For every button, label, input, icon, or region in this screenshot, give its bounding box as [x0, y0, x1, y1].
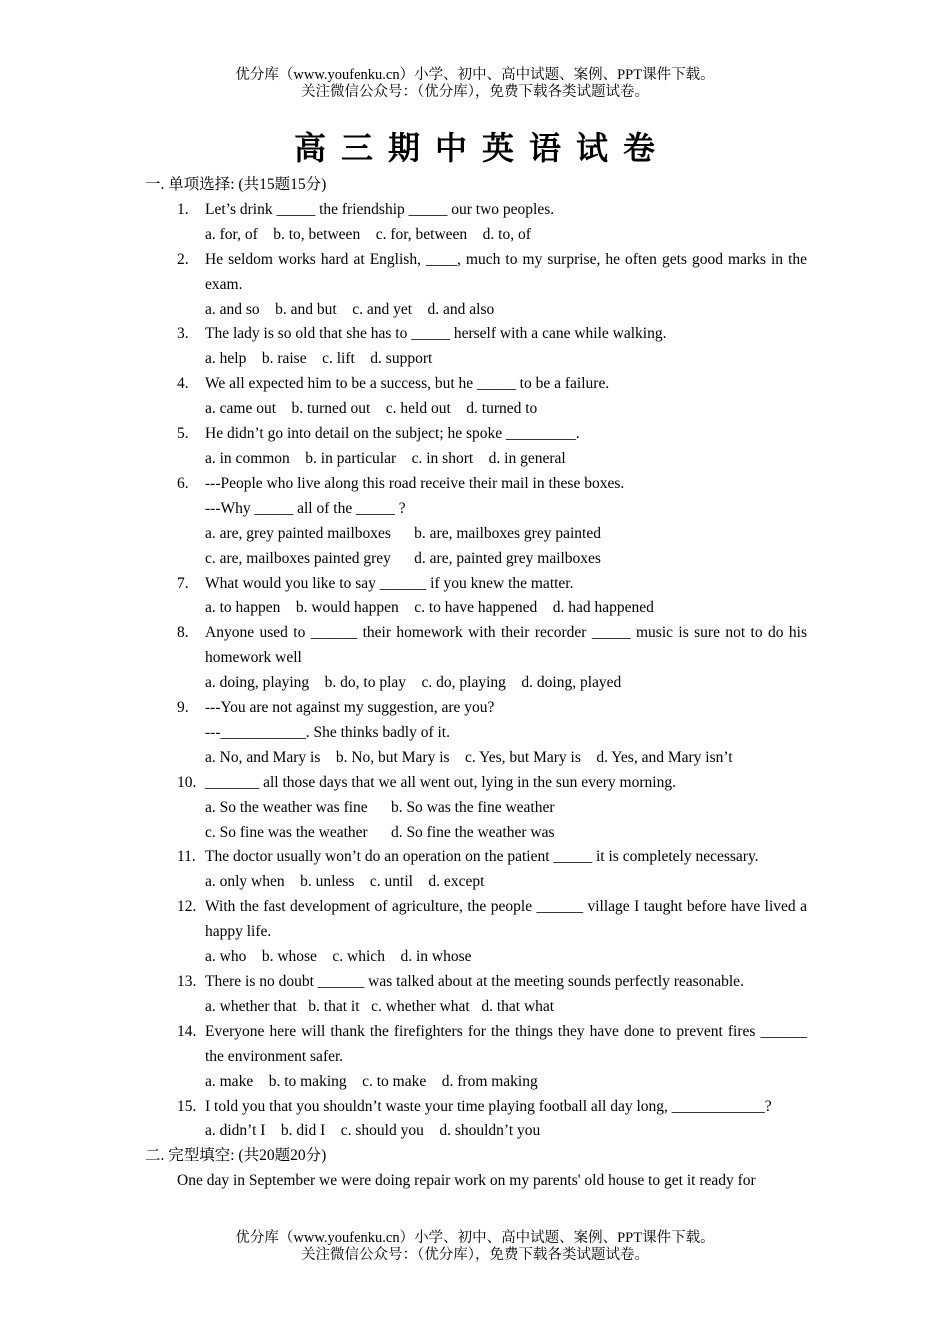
- question-content: [205, 422, 807, 472]
- answer-options: a. only when b. unless c. until d. except: [205, 873, 485, 891]
- question-number: 10.: [177, 773, 197, 791]
- question-text: Anyone used to ______ their homework with their recorder _____ music is sure not to do his homework well: [205, 624, 807, 667]
- question-text: The doctor usually won’t do an operation on the patient _____ it is completely necessary.: [205, 848, 759, 866]
- footer-line-1: 优分库（www.youfenku.cn）小学、初中、高中试题、案例、PPT课件下载。: [235, 1230, 715, 1246]
- question-number: 14.: [177, 1022, 197, 1040]
- question-list: [145, 198, 807, 1144]
- question-content: [205, 895, 807, 970]
- question-content: [205, 322, 807, 372]
- page-title: 高三期中英语试卷: [293, 129, 670, 167]
- answer-options: a. make b. to making c. to make d. from making: [205, 1072, 538, 1090]
- question-text: Let’s drink _____ the friendship _____ our two peoples.: [205, 200, 555, 218]
- answer-options: a. didn’t I b. did I c. should you d. shouldn’t you: [205, 1122, 541, 1140]
- answer-options: a. to happen b. would happen c. to have happened d. had happened: [205, 599, 654, 617]
- answer-options: a. doing, playing b. do, to play c. do, playing d. doing, played: [205, 674, 622, 692]
- question-content: [205, 771, 807, 846]
- question-text: ---Why _____ all of the _____ ?: [205, 499, 406, 517]
- section-1-heading: 一. 单项选择: (共15题15分): [145, 176, 327, 193]
- answer-options: a. So the weather was fine b. So was the fine weather: [205, 798, 555, 816]
- question-item: [145, 621, 807, 696]
- question-number: 6.: [177, 474, 189, 492]
- question-text: _______ all those days that we all went out, lying in the sun every morning.: [205, 773, 676, 791]
- header-line-2: 关注微信公众号：（优分库），免费下载各类试题试卷。: [301, 84, 649, 100]
- question-content: [205, 198, 807, 248]
- question-content: [205, 248, 807, 323]
- question-text: ---You are not against my suggestion, are you?: [205, 699, 495, 717]
- question-content: [205, 970, 807, 1020]
- answer-options: a. who b. whose c. which d. in whose: [205, 948, 472, 966]
- question-number: 3.: [177, 325, 189, 343]
- answer-options: a. and so b. and but c. and yet d. and also: [205, 300, 495, 318]
- question-content: [205, 572, 807, 622]
- question-item: [145, 422, 807, 472]
- question-item: [145, 1095, 807, 1145]
- question-number: 1.: [177, 200, 189, 218]
- question-number: 8.: [177, 624, 189, 642]
- question-item: [145, 472, 807, 572]
- question-item: [145, 198, 807, 248]
- question-content: [205, 472, 807, 572]
- footer-line-2: 关注微信公众号：（优分库），免费下载各类试题试卷。: [301, 1247, 649, 1263]
- question-number: 12.: [177, 898, 197, 916]
- question-item: [145, 970, 807, 1020]
- header-line-1: 优分库（www.youfenku.cn）小学、初中、高中试题、案例、PPT课件下载。: [235, 67, 715, 83]
- question-number: 2.: [177, 250, 189, 268]
- question-item: [145, 372, 807, 422]
- question-content: [205, 696, 807, 771]
- question-content: [205, 1095, 807, 1145]
- question-item: [145, 322, 807, 372]
- answer-options: c. So fine was the weather d. So fine the weather was: [205, 823, 555, 841]
- question-content: [205, 845, 807, 895]
- question-text: ---___________. She thinks badly of it.: [205, 723, 450, 741]
- answer-options: a. are, grey painted mailboxes b. are, mailboxes grey painted: [205, 524, 601, 542]
- question-text: ---People who live along this road receive their mail in these boxes.: [205, 474, 625, 492]
- question-item: [145, 771, 807, 846]
- question-item: [145, 572, 807, 622]
- question-content: [205, 372, 807, 422]
- question-number: 5.: [177, 425, 189, 443]
- page-header: [0, 67, 950, 101]
- question-text: With the fast development of agriculture, the people ______ village I taught before have lived a happy life.: [205, 898, 807, 941]
- question-text: I told you that you shouldn’t waste your time playing football all day long, ____________?: [205, 1097, 772, 1115]
- question-number: 15.: [177, 1097, 197, 1115]
- question-number: 9.: [177, 699, 189, 717]
- answer-options: a. whether that b. that it c. whether what d. that what: [205, 997, 555, 1015]
- page-footer: [0, 1230, 950, 1264]
- question-text: He didn’t go into detail on the subject; he spoke _________.: [205, 425, 580, 443]
- answer-options: a. in common b. in particular c. in short d. in general: [205, 449, 566, 467]
- question-text: He seldom works hard at English, ____, much to my surprise, he often gets good marks in the exam.: [205, 250, 807, 293]
- answer-options: c. are, mailboxes painted grey d. are, painted grey mailboxes: [205, 549, 601, 567]
- question-number: 7.: [177, 574, 189, 592]
- question-text: What would you like to say ______ if you knew the matter.: [205, 574, 574, 592]
- question-text: Everyone here will thank the firefighters for the things they have done to prevent fires ______ the environment safer.: [205, 1022, 807, 1065]
- question-text: The lady is so old that she has to _____ herself with a cane while walking.: [205, 325, 667, 343]
- cloze-paragraph: One day in September we were doing repair work on my parents' old house to get it ready for: [177, 1172, 756, 1190]
- question-text: There is no doubt ______ was talked about at the meeting sounds perfectly reasonable.: [205, 973, 744, 990]
- question-item: [145, 1020, 807, 1095]
- question-number: 13.: [177, 973, 197, 990]
- question-item: [145, 895, 807, 970]
- exam-body: [145, 173, 807, 1194]
- answer-options: a. No, and Mary is b. No, but Mary is c. Yes, but Mary is d. Yes, and Mary isn’t: [205, 748, 733, 766]
- question-item: [145, 696, 807, 771]
- answer-options: a. came out b. turned out c. held out d. turned to: [205, 400, 538, 418]
- answer-options: a. for, of b. to, between c. for, between d. to, of: [205, 225, 531, 243]
- question-content: [205, 1020, 807, 1095]
- section-2-heading: 二. 完型填空: (共20题20分): [145, 1147, 327, 1165]
- answer-options: a. help b. raise c. lift d. support: [205, 350, 433, 368]
- question-item: [145, 248, 807, 323]
- question-text: We all expected him to be a success, but he _____ to be a failure.: [205, 375, 610, 393]
- question-item: [145, 845, 807, 895]
- question-number: 4.: [177, 375, 189, 393]
- question-content: [205, 621, 807, 696]
- question-number: 11.: [177, 848, 196, 866]
